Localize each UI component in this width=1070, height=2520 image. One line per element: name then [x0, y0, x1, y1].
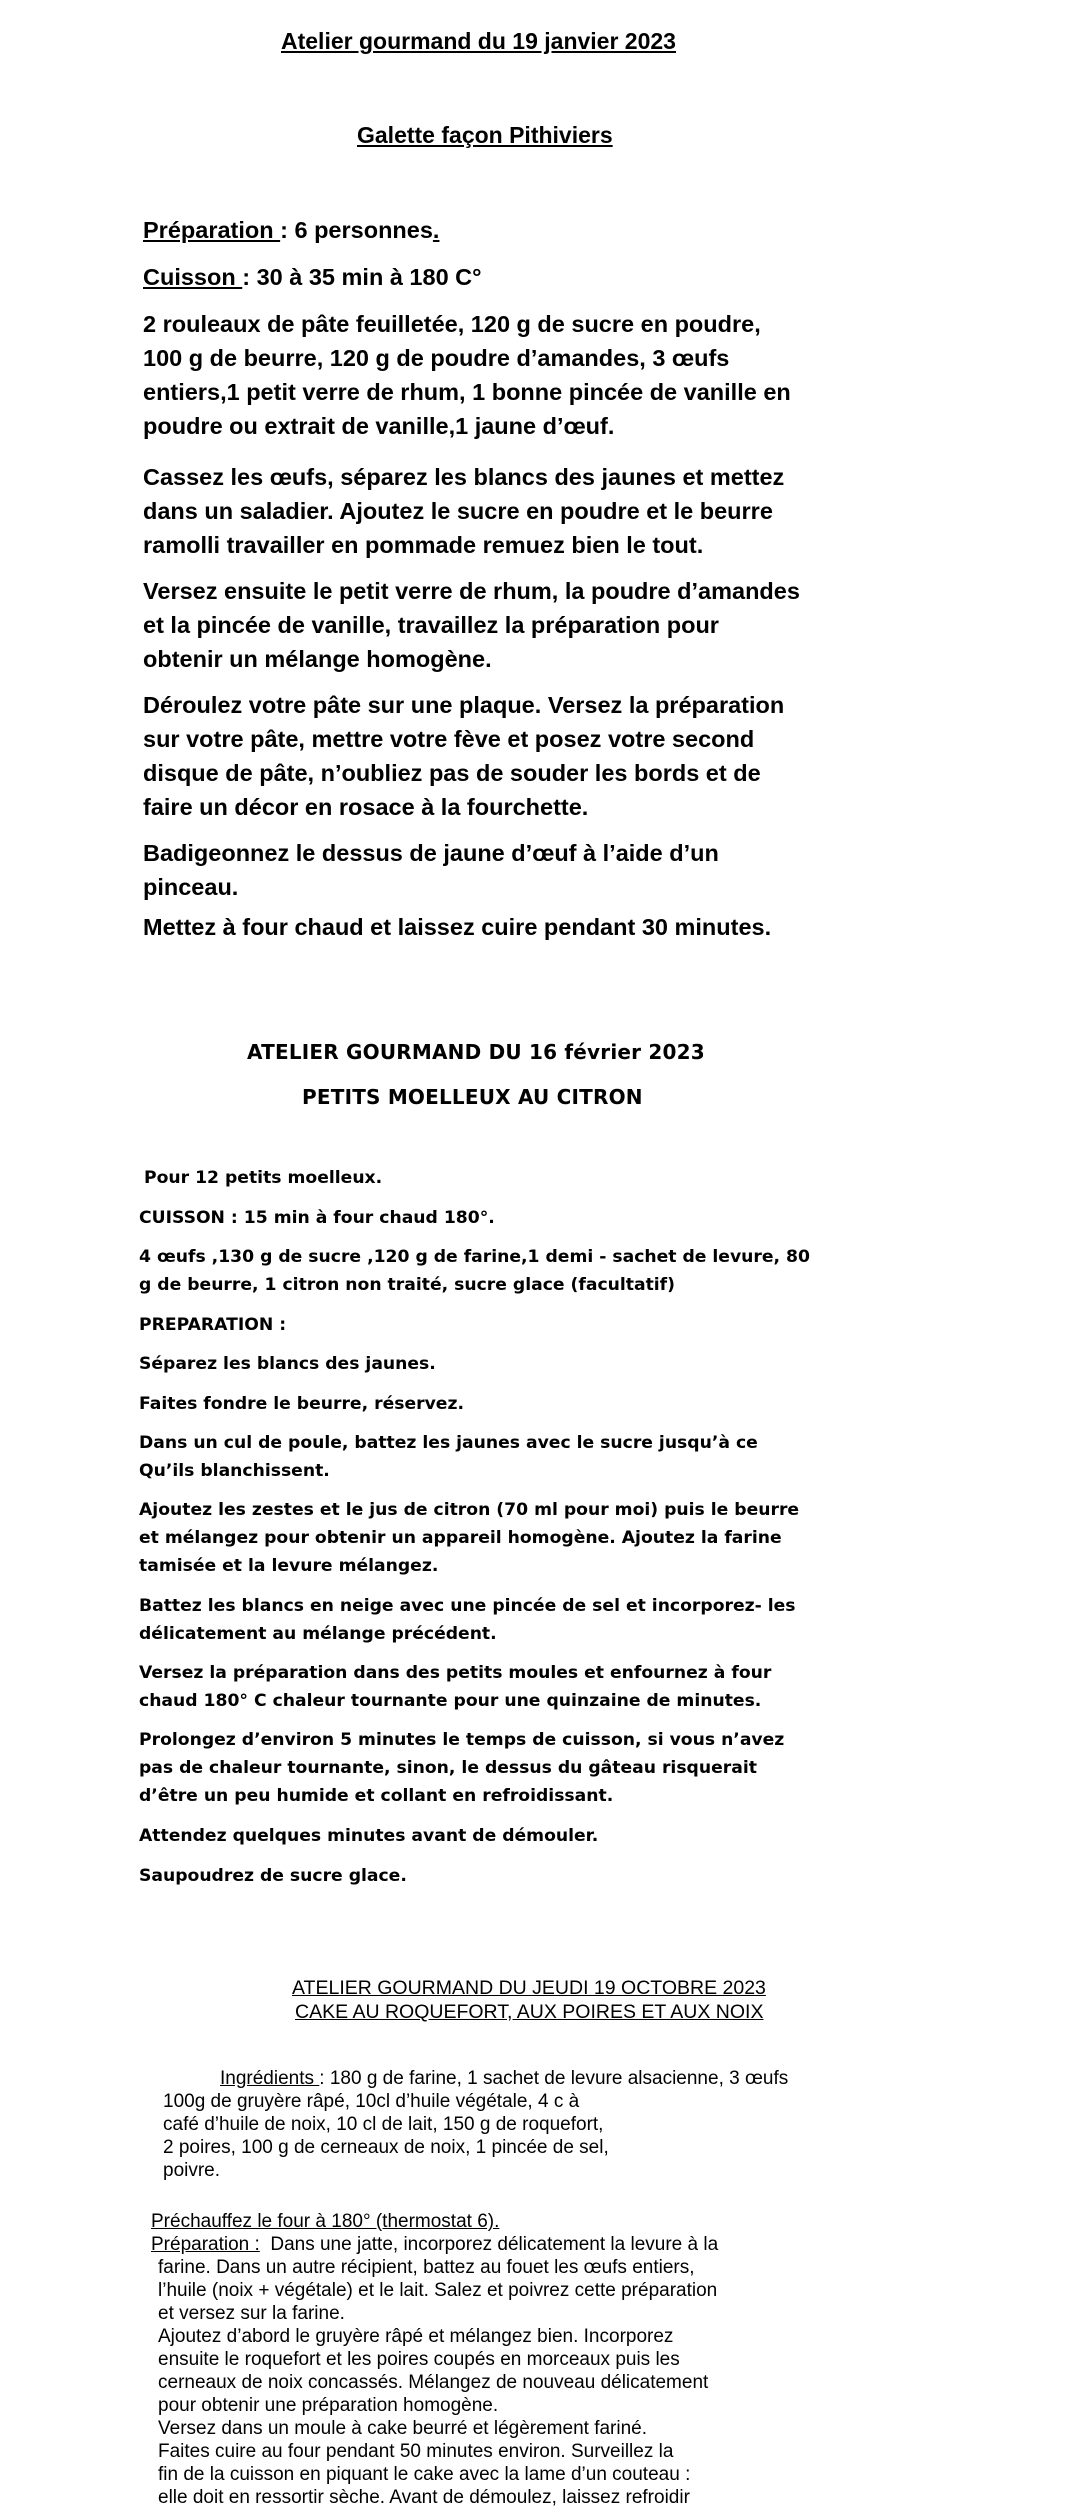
cook-value: : 30 à 35 min à 180 C° [242, 264, 482, 290]
section1-paragraph-4 [143, 836, 903, 904]
section3-ingredients [163, 2067, 788, 2182]
text-line: pas de chaleur tournante, sinon, le dessus du gâteau risquerait [139, 1758, 757, 1778]
paragraph-line: pinceau. [143, 874, 239, 900]
text-line: Prolongez d’environ 5 minutes le temps de cuisson, si vous n’avez [139, 1730, 785, 1750]
section2-paragraph [139, 1726, 784, 1810]
section2-recipe-title: PETITS MOELLEUX AU CITRON [302, 1085, 643, 1109]
text-line: et mélangez pour obtenir un appareil homogène. Ajoutez la farine [139, 1528, 782, 1548]
text-line: Versez la préparation dans des petits moules et enfournez à four [139, 1663, 772, 1683]
text-span: 3 œufs [723, 2068, 789, 2089]
section2-line: Attendez quelques minutes avant de démouler. [139, 1826, 599, 1846]
section1-paragraph-3 [143, 688, 903, 824]
text-line: délicatement au mélange précédent. [139, 1624, 497, 1644]
ingredient-line: entiers,1 petit verre de rhum, 1 bonne pincée de vanille en [143, 379, 791, 405]
section2-line: CUISSON : 15 min à four chaud 180°. [139, 1208, 495, 1228]
paragraph-line: Déroulez votre pâte sur une plaque. Versez la préparation [143, 692, 785, 718]
section1-title: Atelier gourmand du 19 janvier 2023 [281, 28, 676, 54]
section3-preparation [151, 2210, 718, 2509]
text-line: Dans un cul de poule, battez les jaunes avec le sucre jusqu’à ce [139, 1433, 758, 1453]
paragraph-line: Versez ensuite le petit verre de rhum, la poudre d’amandes [143, 578, 800, 604]
text-line: poivre. [163, 2160, 221, 2181]
section2-line: Faites fondre le beurre, réservez. [139, 1394, 464, 1414]
text-line: 2 poires, 100 g de cerneaux de noix, 1 pincée de sel, [163, 2137, 609, 2158]
section2-paragraph [139, 1659, 771, 1715]
section2-paragraph [139, 1496, 799, 1580]
text-line: 100g de gruyère râpé, 10cl d’huile végétale, 4 c à [163, 2091, 580, 2112]
section2-line: PREPARATION : [139, 1315, 287, 1335]
section1-paragraph-2 [143, 574, 903, 676]
text-line: tamisée et la levure mélangez. [139, 1556, 439, 1576]
text-line: farine. Dans un autre récipient, battez au fouet les œufs entiers, [158, 2257, 695, 2278]
section2-line: Pour 12 petits moelleux. [144, 1168, 383, 1188]
text-line: g de beurre, 1 citron non traité, sucre glace (facultatif) [139, 1275, 676, 1295]
paragraph-line: faire un décor en rosace à la fourchette. [143, 794, 589, 820]
section2-line [139, 1243, 810, 1299]
paragraph-line: disque de pâte, n’oubliez pas de souder les bords et de [143, 760, 761, 786]
section2-line: Saupoudrez de sucre glace. [139, 1866, 407, 1886]
paragraph-line: ramolli travailler en pommade remuez bien le tout. [143, 532, 704, 558]
prep-first-line [151, 2233, 718, 2256]
text-span: Dans une jatte, incorporez délicatement la levure à la [259, 2234, 719, 2255]
ingredient-line: 2 rouleaux de pâte feuilletée, 120 g de sucre en poudre, [143, 311, 761, 337]
text-line: cerneaux de noix concassés. Mélangez de nouveau délicatement [158, 2372, 709, 2393]
text-line: pour obtenir une préparation homogène. [158, 2395, 499, 2416]
text-line: ensuite le roquefort et les poires coupés en morceaux puis les [158, 2349, 680, 2370]
ingredient-line: poudre ou extrait de vanille,1 jaune d’œuf. [143, 413, 615, 439]
ingredients-label: Ingrédients [220, 2068, 320, 2089]
section3-recipe-title: CAKE AU ROQUEFORT, AUX POIRES ET AUX NOIX [295, 2001, 764, 2023]
text-line: 4 œufs ,130 g de sucre ,120 g de farine,1 demi - sachet de levure, 80 [139, 1247, 810, 1267]
section1-preparation [143, 217, 439, 244]
text-line: et versez sur la farine. [158, 2303, 345, 2324]
text-line: Versez dans un moule à cake beurré et légèrement fariné. [158, 2418, 648, 2439]
paragraph-line: et la pincée de vanille, travaillez la préparation pour [143, 612, 719, 638]
prep-value: : 6 personnes [280, 217, 433, 243]
text-line: l’huile (noix + végétale) et le lait. Salez et poivrez cette préparation [158, 2280, 718, 2301]
paragraph-line: Mettez à four chaud et laissez cuire pendant 30 minutes. [143, 914, 772, 940]
text-line: d’être un peu humide et collant en refroidissant. [139, 1786, 614, 1806]
text-line: Ajoutez les zestes et le jus de citron (70 ml pour moi) puis le beurre [139, 1500, 800, 1520]
text-line: café d’huile de noix, 10 cl de lait, 150 g de roquefort, [163, 2114, 604, 2135]
section1-cuisson [143, 264, 482, 291]
ingredients-first-line [220, 2067, 788, 2090]
text-line: chaud 180° C chaleur tournante pour une quinzaine de minutes. [139, 1691, 762, 1711]
section2-paragraph [139, 1429, 758, 1485]
text-line: elle doit en ressortir sèche. Avant de démoulez, laissez refroidir [158, 2487, 690, 2508]
prep-dot: . [432, 217, 440, 243]
section2-line: Séparez les blancs des jaunes. [139, 1354, 436, 1374]
ingredient-line: 100 g de beurre, 120 g de poudre d’amandes, 3 œufs [143, 345, 730, 371]
prep-label: Préparation : [151, 2234, 260, 2255]
section2-title: ATELIER GOURMAND DU 16 février 2023 [247, 1040, 705, 1064]
text-line: Ajoutez d’abord le gruyère râpé et mélangez bien. Incorporez [158, 2326, 674, 2347]
text-line: fin de la cuisson en piquant le cake avec la lame d’un couteau : [158, 2464, 691, 2485]
section3-title: ATELIER GOURMAND DU JEUDI 19 OCTOBRE 2023 [292, 1977, 766, 1999]
text-line: Faites cuire au four pendant 50 minutes environ. Surveillez la [158, 2441, 674, 2462]
paragraph-line: Cassez les œufs, séparez les blancs des jaunes et mettez [143, 464, 785, 490]
text-line: Qu’ils blanchissent. [139, 1461, 330, 1481]
section1-recipe-title: Galette façon Pithiviers [357, 122, 613, 148]
section1-paragraph-5 [143, 910, 903, 944]
section1-ingredients [143, 307, 903, 443]
preheat-line: Préchauffez le four à 180° (thermostat 6). [151, 2211, 500, 2232]
paragraph-line: sur votre pâte, mettre votre fève et posez votre second [143, 726, 755, 752]
paragraph-line: dans un saladier. Ajoutez le sucre en poudre et le beurre [143, 498, 773, 524]
text-span: : 180 g de farine, 1 sachet de levure alsacienne, [319, 2068, 724, 2089]
prep-label: Préparation [143, 217, 281, 243]
paragraph-line: obtenir un mélange homogène. [143, 646, 492, 672]
cook-label: Cuisson [143, 264, 243, 290]
section1-paragraph-1 [143, 460, 903, 562]
section2-paragraph [139, 1592, 796, 1648]
text-line: Battez les blancs en neige avec une pincée de sel et incorporez- les [139, 1596, 796, 1616]
paragraph-line: Badigeonnez le dessus de jaune d’œuf à l’aide d’un [143, 840, 719, 866]
